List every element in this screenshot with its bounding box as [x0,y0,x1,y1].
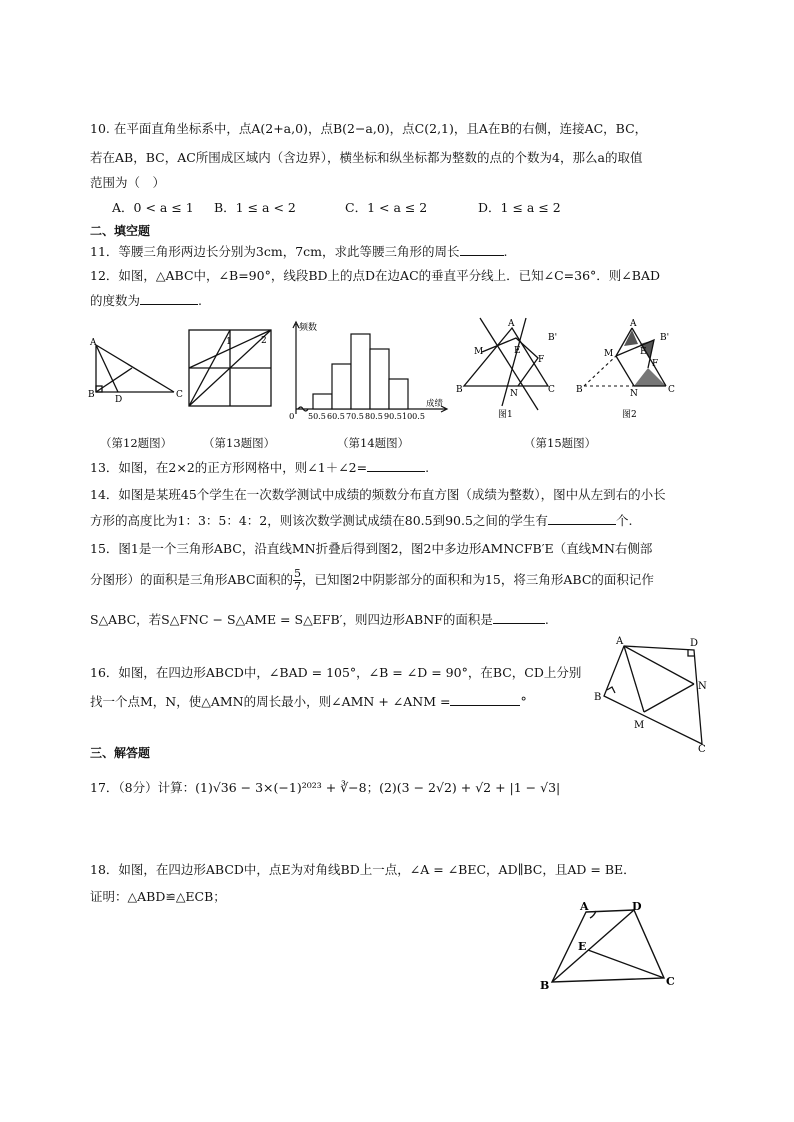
fig13-label-2: 2 [261,336,267,346]
q17-text: 17．（8分）计算：(1)√36 − 3×(−1)²⁰²³ + ∛−8；(2)(3 − 2√2) + √2 + |1 − √3| [90,780,561,795]
figure-14-histogram [286,318,452,422]
q10-line3: 范围为（ ） [90,175,166,190]
figure-15-1 [452,316,564,420]
figure-15-2 [574,316,684,420]
q14-line2: 方形的高度比为1：3：5：4：2，则该次数学测试成绩在80.5到90.5之间的学生有 个. [90,513,633,528]
histogram-bar-2 [351,334,370,409]
fig18-label-a: A [580,900,589,913]
figure-16 [590,632,720,754]
histogram-bar-0 [313,394,332,409]
q18-line2: 证明：△ABD≌△ECB； [90,889,226,904]
fig16-label-a: A [616,636,624,647]
fig15-1-label-e: E [514,346,521,356]
fig14-xlabel: 成绩 [426,399,444,409]
figure-18 [536,898,686,994]
fig15-2-label-bprime: B' [660,333,670,343]
fig15-2-label-f: F [652,359,659,369]
fig12-label-d: D [115,395,123,405]
fig16-label-m: M [634,720,645,731]
q10-option-d: D．1 ≤ a ≤ 2 [478,200,561,215]
fig15-caption: （第15题图） [524,436,597,450]
fig15-2-label-c: C [668,385,675,395]
fig15-2-label-a: A [630,319,637,329]
fig15-1-label-c: C [548,385,555,395]
q12-line2: 的度数为 . [90,293,202,308]
fig15-1-sub: 图1 [498,410,513,420]
q12-line1: 12．如图，△ABC中，∠B=90°，线段BD上的点D在边AC的垂直平分线上．已知∠C=36°．则∠BAD [90,268,661,283]
fig14-origin: 0 [289,412,295,422]
fig15-1-label-m: M [474,347,484,357]
fig18-label-d: D [632,900,642,913]
fig15-2-sub: 图2 [622,410,637,420]
fig12-label-a: A [90,338,97,348]
fig15-1-label-n: N [510,389,518,399]
fig16-label-c: C [698,744,706,754]
histogram-bar-4 [389,379,408,409]
q10-option-b: B．1 ≤ a < 2 [214,200,296,215]
fig18-label-c: C [666,975,675,988]
q16-line1: 16．如图，在四边形ABCD中，∠BAD = 105°，∠B = ∠D = 90°，在BC，CD上分别 [90,665,582,680]
fig15-1-label-b: B [456,385,463,395]
fig12-caption: （第12题图） [100,436,173,450]
q11-text: 11．等腰三角形两边长分别为3cm，7cm，求此等腰三角形的周长 . [90,244,508,259]
q10-option-a: A．0 < a ≤ 1 [112,200,194,215]
fig14-tick-2: 70.5 [346,412,364,421]
fig15-2-label-b: B [576,385,583,395]
histogram-bar-1 [332,364,351,409]
q14-line1: 14．如图是某班45个学生在一次数学测试中成绩的频数分布直方图（成绩为整数），图中从左到右的小长 [90,487,666,502]
fig14-tick-1: 60.5 [327,412,345,421]
q15-line1: 15．图1是一个三角形ABC，沿直线MN折叠后得到图2，图2中多边形AMNCFB′E（直线MN右侧部 [90,541,653,556]
section-heading-fill-in: 二、填空题 [90,224,151,238]
q16-line2: 找一个点M，N，使△AMN的周长最小，则∠AMN + ∠ANM = ° [90,694,527,709]
figure-13 [186,328,276,408]
fig18-label-b: B [540,979,550,992]
fig15-2-label-n: N [630,389,638,399]
fig13-label-1: 1 [226,337,232,347]
fig13-caption: （第13题图） [203,436,276,450]
figure-12 [88,335,188,405]
fig14-caption: （第14题图） [337,436,410,450]
fig14-tick-4: 90.5 [384,412,402,421]
q10-line1: 10. 在平面直角坐标系中，点A(2+a,0)，点B(2−a,0)，点C(2,1)，且A在B的右侧，连接AC，BC， [90,121,648,136]
fig14-ylabel: 频数 [299,323,318,333]
fig18-label-e: E [578,940,587,953]
fig14-tick-5: 100.5 [402,412,425,421]
fig14-tick-3: 80.5 [365,412,383,421]
q15-line2: 分图形）的面积是三角形ABC面积的 $\frac{5}{7}$ ，已知图2中阴影部分的面积和为15，将三角形ABC的面积记作 [90,567,654,594]
q13-text: 13．如图，在2×2的正方形网格中，则∠1＋∠2= . [90,460,430,475]
fig15-1-label-f: F [538,355,545,365]
q10-line2: 若在AB，BC，AC所围成区域内（含边界），横坐标和纵坐标都为整数的点的个数为4，那么a的取值 [90,150,643,165]
fig15-1-label-bprime: B' [548,333,558,343]
fig12-label-c: C [176,390,183,400]
fig15-2-label-m: M [604,349,614,359]
fraction-5-7: $\frac{5}{7}$ [294,567,302,594]
fig15-1-label-a: A [508,319,515,329]
fig12-label-b: B [88,390,95,400]
fig16-label-b: B [594,692,602,703]
q10-option-c: C．1 < a ≤ 2 [345,200,428,215]
fig16-label-d: D [690,638,699,649]
histogram-bar-3 [370,349,389,409]
fig15-2-label-e: E [640,347,647,357]
fig16-label-n: N [698,681,707,692]
section-heading-solve: 三、解答题 [90,746,151,760]
fig14-tick-0: 50.5 [308,412,326,421]
q18-line1: 18．如图，在四边形ABCD中，点E为对角线BD上一点，∠A = ∠BEC，AD∥BC，且AD = BE． [90,862,636,877]
q15-line3: S△ABC，若S△FNC − S△AME = S△EFB′，则四边形ABNF的面积是 . [90,612,549,627]
